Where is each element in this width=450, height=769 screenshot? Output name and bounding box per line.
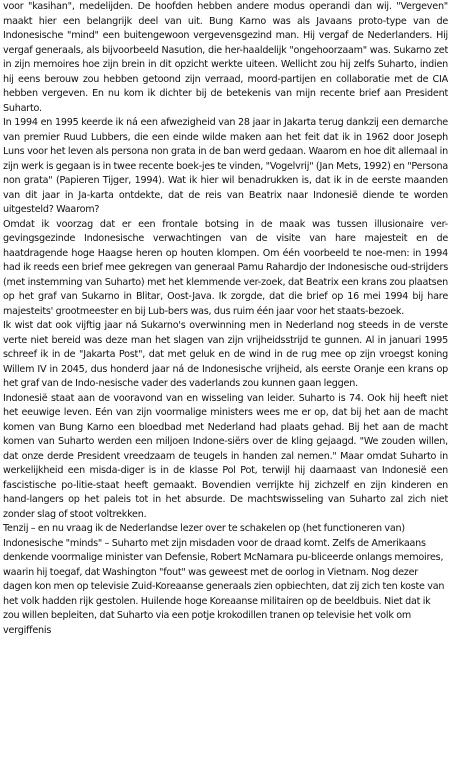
paragraph-1: voor "kasihan", medelijden. De hoofden hebben andere modus operandi dan wij. "Vergeven" maakt hier een belangrijk deel van uit. Bung Karno was als Javaans proto-type van de Indonesische "mind" een buitengewoon vergevensgezind man. Hij vergaf de Nederlanders. Hij vergaf generaals, als bijvoorbeeld Nasution, die her-haaldelijk "ongehoorzaam" was. Sukarno zet in zijn memoires hoe zijn brein in dit opzicht werkte uiteen. Wellicht zou hij zelfs Suharto, indien hij eens berouw zou hebben getoond zijn verraad, moord-partijen en collaboratie met de CIA hebben vergeven. En nu kom ik dichter bij de betekenis van mijn recente brief aan President Suharto. [3, 1, 448, 114]
paragraph-3: Omdat ik voorzag dat er een frontale botsing in de maak was tussen illusionaire ver-gevingsgezinde Indonesische verwachtingen van de visite van hare majesteit en de haatdragende hoge Haagse heren op houten klompen. Om één voorbeeld te noe-men: in 1994 had ik reeds een brief mee gekregen van generaal Pamu Rahardjo der Indonesische oud-strijders (met instemming van Suharto) met het klemmende ver-zoek, dat Beatrix een krans zou plaatsen op het graf van Sukarno in Blitar, Oost-Java. Ik zorgde, dat die brief op 16 mei 1994 bij hare majesteits' grootmeester en bij Lub-bers was, dus ruim één jaar voor het staats-bezoek. [3, 218, 448, 317]
paragraph-5: Indonesië staat aan de vooravond van en wisseling van leider. Suharto is 74. Ook hij heeft niet het eeuwige leven. Eén van zijn voormalige ministers wees me er op, dat bij het aan de macht komen van Bung Karno een bloedbad met Nederland had plaats gehad. Bij het aan de macht komen van Suharto werden een miljoen Indone-siërs over de kling gejaagd. "We zouden willen, dat onze derde President vreedzaam de teugels in handen zal nemen." Maar omdat Suharto in werkelijkheid een misda-diger is in de klasse Pol Pot, terwijl hij daarnaast van Indonesië een fascistische po-litie-staat heeft gemaakt. Bovendien verrijkte hij zichzelf en zijn kinderen en hand-langers op het paleis tot in het absurde. De machtswisseling van Suharto zal zich niet zonder slag of stoot voltrekken. [3, 392, 448, 520]
paragraph-4: Ik wist dat ook vijftig jaar ná Sukarno's overwinning men in Nederland nog steeds in de verste verte niet bereid was deze man het slagen van zijn vrijheidsstrijd te gunnen. Al in januari 1995 schreef ik in de "Jakarta Post", dat met geluk en de wind in de rug mee op zijn vroegst koning Willem IV in 2045, dus honderd jaar ná de Indonesische vrijheid, als eerste Oranje een krans op het graf van de Indo-nesische vader des vaderlands zou kunnen gaan leggen. [3, 320, 448, 389]
paragraph-2: In 1994 en 1995 keerde ik ná een afwezigheid van 28 jaar in Jakarta terug dankzij een demarche van premier Ruud Lubbers, die een einde wilde maken aan het feit dat ik in 1962 door Joseph Luns voor het leven als persona non grata in de ban werd gedaan. Waarom en hoe dit allemaal in zijn werk is gegaan is in twee recente boek-jes te vinden, "Vogelvrij" (Jan Mets, 1992) en "Persona non grata" (Papieren Tijger, 1994). Wat ik hier wil benadrukken is, dat ik in de eerste maanden van dit jaar in Ja-karta ontdekte, dat de reis van Beatrix naar Indonesië diende te worden uitgesteld? Waarom? [3, 117, 448, 215]
paragraph-6: Tenzij – en nu vraag ik de Nederlandse lezer over te schakelen op (het functioneren van) Indonesische "minds" – Suharto met zijn misdaden voor de draad komt. Zelfs de Amerikaans denkende voormalige minister van Defensie, Robert McNamara pu-bliceerde onlangs memoires, waarin hij toegaf, dat Washington "fout" was geweest met de oorlog in Vietnam. Nog dezer dagen kon men op televisie Zuid-Koreaanse generaals zien opbiechten, dat zij zich ten koste van het volk hadden rijk gestolen. Huilende hoge Koreaanse militairen op de beeldbuis. Niet dat ik zou willen bepleiten, dat Suharto via een potje krokodillen tranen op televisie het volk om vergiffenis [3, 523, 445, 636]
